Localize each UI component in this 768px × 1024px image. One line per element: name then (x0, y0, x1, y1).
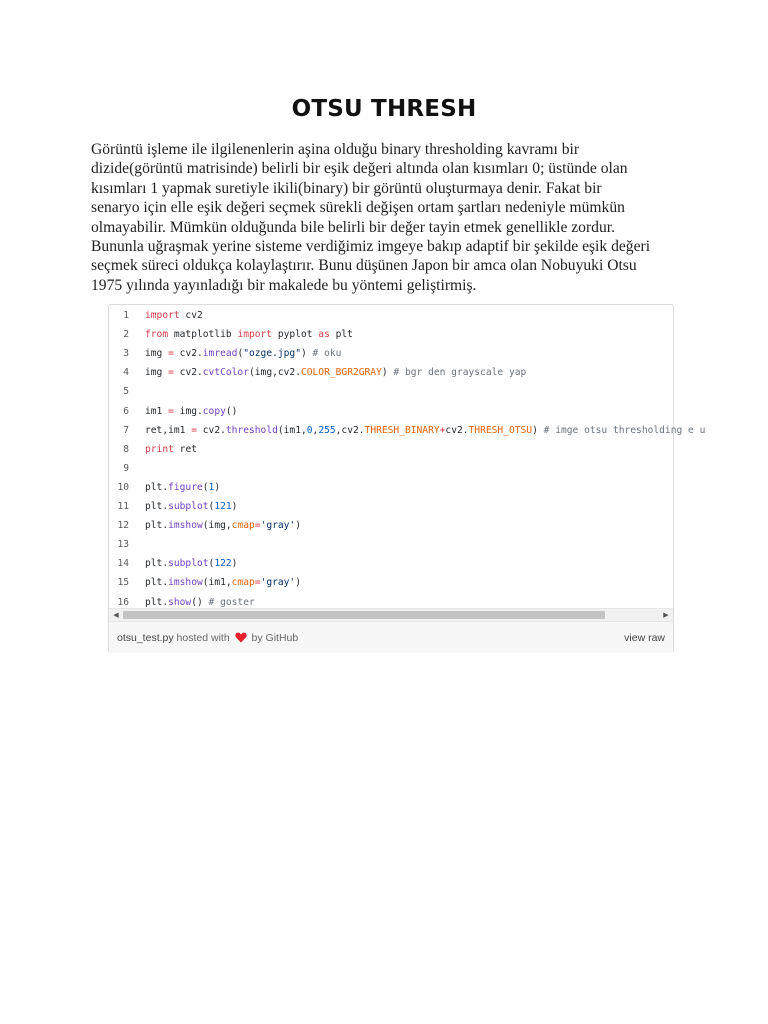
line-number: 7 (123, 424, 129, 436)
code-token: 1 (208, 481, 215, 493)
gist-embed (108, 304, 706, 653)
code-token: ) (295, 577, 301, 589)
code-token: 0 (306, 424, 313, 436)
paragraph-line: dizide(görüntü matrisinde) belirli bir eşik değeri altında olan kısımları 0; üstünde olan (91, 160, 628, 178)
line-number: 2 (123, 329, 129, 341)
code-token: THRESH_OTSU (468, 424, 533, 436)
code-token: print (145, 443, 174, 455)
github-link[interactable]: by GitHub (251, 632, 299, 644)
gist-filename-link[interactable]: otsu_test.py (117, 632, 174, 644)
code-token: (im1, (202, 577, 232, 589)
code-token: cmap (231, 520, 255, 532)
code-token: = (254, 577, 261, 589)
code-content (145, 573, 301, 592)
code-token: THRESH_BINARY (364, 424, 440, 436)
code-token: matplotlib (168, 329, 238, 341)
code-token: cv2. (173, 348, 203, 360)
code-token: img (145, 367, 169, 379)
code-token: threshold (225, 424, 278, 436)
code-token: = (191, 424, 197, 436)
code-token: , (312, 424, 319, 436)
code-token: cmap (231, 577, 255, 589)
code-token: cv2. (445, 424, 469, 436)
paragraph-line: seçmek süreci oldukça kolaylaştırır. Bunu düşünen Japon bir amca olan Nobuyuki Otsu (91, 257, 637, 275)
code-token: ) (300, 348, 313, 360)
code-token: figure (168, 481, 203, 493)
code-token: ) (231, 558, 238, 570)
code-token: subplot (168, 558, 209, 570)
code-token: plt. (145, 520, 169, 532)
code-token: show (168, 596, 192, 608)
code-token: ) (295, 520, 301, 532)
code-token: "ozge.jpg" (243, 348, 301, 360)
code-token: cvtColor (202, 367, 249, 379)
code-content (145, 478, 220, 497)
page-title: OTSU THRESH (291, 96, 477, 122)
paragraph-line: 1975 yılında yayınladığı bir makalede bu yöntemi geliştirmiş. (91, 276, 477, 294)
code-content (145, 325, 353, 344)
code-content (145, 402, 237, 421)
line-number: 6 (123, 405, 129, 417)
code-token: imshow (168, 577, 203, 589)
code-token: ) (381, 367, 394, 379)
code-line (109, 306, 673, 325)
gist-meta (117, 632, 298, 646)
line-number: 8 (123, 443, 129, 455)
code-token: plt (329, 329, 353, 341)
code-content (145, 497, 237, 516)
code-token: ) (214, 481, 221, 493)
code-line (109, 478, 673, 497)
code-token: im1 (145, 405, 169, 417)
code-token: subplot (168, 501, 209, 512)
scroll-right-arrow-icon[interactable]: ▶ (663, 611, 669, 619)
paragraph-line: Bununla uğraşmak yerine sisteme verdiğimiz imgeye bakıp adaptif bir şekilde eşik değeri (91, 238, 651, 256)
code-token: = (168, 405, 174, 417)
paragraph-line: olmayabilir. Mümkün olduğunda bile belirli bir değer tayin etmek genellikle zordur. (91, 218, 615, 236)
paragraph-line: kısımları 1 yapmak suretiyle ikili(binary) bir görüntü oluşturmaya denir. Fakat bir (91, 179, 602, 197)
code-token: pyplot (272, 329, 319, 341)
code-token: 'gray' (260, 520, 296, 532)
code-block (109, 305, 706, 609)
code-token: (img, (202, 520, 232, 532)
line-number: 1 (123, 310, 129, 321)
paragraph-line: senaryo için elle eşik değeri seçmek sürekli değişen ortam şartları nedeniyle mümkün (91, 199, 625, 217)
line-number: 3 (123, 348, 129, 360)
line-number: 12 (117, 520, 129, 532)
code-token: ) (231, 501, 238, 512)
line-number: 10 (117, 481, 129, 493)
code-line (109, 325, 673, 344)
code-token: plt. (145, 577, 169, 589)
code-line (109, 402, 673, 421)
code-line (109, 344, 673, 363)
code-token: plt. (145, 596, 169, 608)
scroll-left-arrow-icon[interactable]: ◀ (113, 611, 119, 619)
line-number: 14 (117, 558, 129, 570)
code-content (145, 363, 526, 382)
line-number: 15 (117, 577, 129, 589)
code-line (109, 459, 673, 478)
code-token: # goster (208, 596, 255, 608)
code-token: plt. (145, 501, 169, 512)
code-token: plt. (145, 558, 169, 570)
code-line (109, 573, 673, 592)
code-line (109, 440, 673, 459)
code-token: cv2. (197, 424, 226, 436)
code-token: imread (202, 348, 238, 360)
code-content (145, 516, 301, 535)
code-token: # bgr den grayscale yap (393, 367, 527, 379)
horizontal-scrollbar[interactable] (109, 608, 673, 622)
code-content (145, 306, 203, 325)
code-content (145, 421, 705, 440)
code-token: 'gray' (260, 577, 296, 589)
code-token: = (168, 348, 174, 360)
code-token: () (191, 596, 209, 608)
line-number: 16 (117, 596, 129, 608)
code-token: # imge otsu thresholding e u (543, 424, 706, 436)
code-token: COLOR_BGR2GRAY (300, 367, 382, 379)
code-token: 255 (318, 424, 336, 436)
code-token: ret (173, 443, 197, 455)
code-token: cv2. (173, 367, 203, 379)
heart-icon (235, 632, 247, 646)
scrollbar-thumb[interactable] (123, 611, 605, 619)
code-token: ( (202, 481, 209, 493)
code-line (109, 497, 673, 516)
code-content (145, 554, 237, 573)
code-line (109, 363, 673, 382)
code-token: ( (237, 348, 244, 360)
line-number: 11 (117, 501, 129, 512)
code-token: imshow (168, 520, 203, 532)
code-token: (img,cv2. (249, 367, 301, 379)
hosted-with-text: hosted with (176, 632, 230, 644)
code-line (109, 421, 706, 440)
code-token: ,cv2. (335, 424, 365, 436)
code-token: import (145, 310, 180, 321)
code-token: # oku (312, 348, 342, 360)
code-token: = (168, 367, 174, 379)
code-line (109, 516, 673, 535)
code-content (145, 440, 197, 459)
code-token: ) (532, 424, 544, 436)
code-token: + (439, 424, 446, 436)
code-token: 122 (214, 558, 232, 570)
line-number: 9 (123, 462, 129, 474)
code-line (109, 554, 673, 573)
code-token: (im1, (277, 424, 307, 436)
code-token: () (225, 405, 238, 417)
code-token: from (145, 329, 169, 341)
gist-footer (109, 622, 673, 653)
code-token: = (254, 520, 261, 532)
code-token: ( (208, 558, 215, 570)
code-token: plt. (145, 481, 169, 493)
code-token: import (237, 329, 273, 341)
code-line (109, 382, 673, 401)
code-token: img. (173, 405, 203, 417)
line-number: 4 (123, 367, 129, 379)
paragraph-line: Görüntü işleme ile ilgilenenlerin aşina olduğu binary thresholding kavramı bir (91, 141, 580, 158)
line-number: 5 (123, 386, 129, 398)
code-content (145, 344, 341, 363)
code-token: ( (208, 501, 215, 512)
code-token: as (318, 329, 330, 341)
intro-paragraph (91, 140, 683, 295)
code-token: img (145, 348, 169, 360)
code-token: copy (202, 405, 226, 417)
code-token: ret,im1 (145, 424, 192, 436)
code-line (109, 535, 673, 554)
code-token: 121 (214, 501, 232, 512)
code-token: cv2 (179, 310, 203, 321)
line-number: 13 (117, 539, 129, 551)
view-raw-link[interactable]: view raw (624, 632, 665, 644)
